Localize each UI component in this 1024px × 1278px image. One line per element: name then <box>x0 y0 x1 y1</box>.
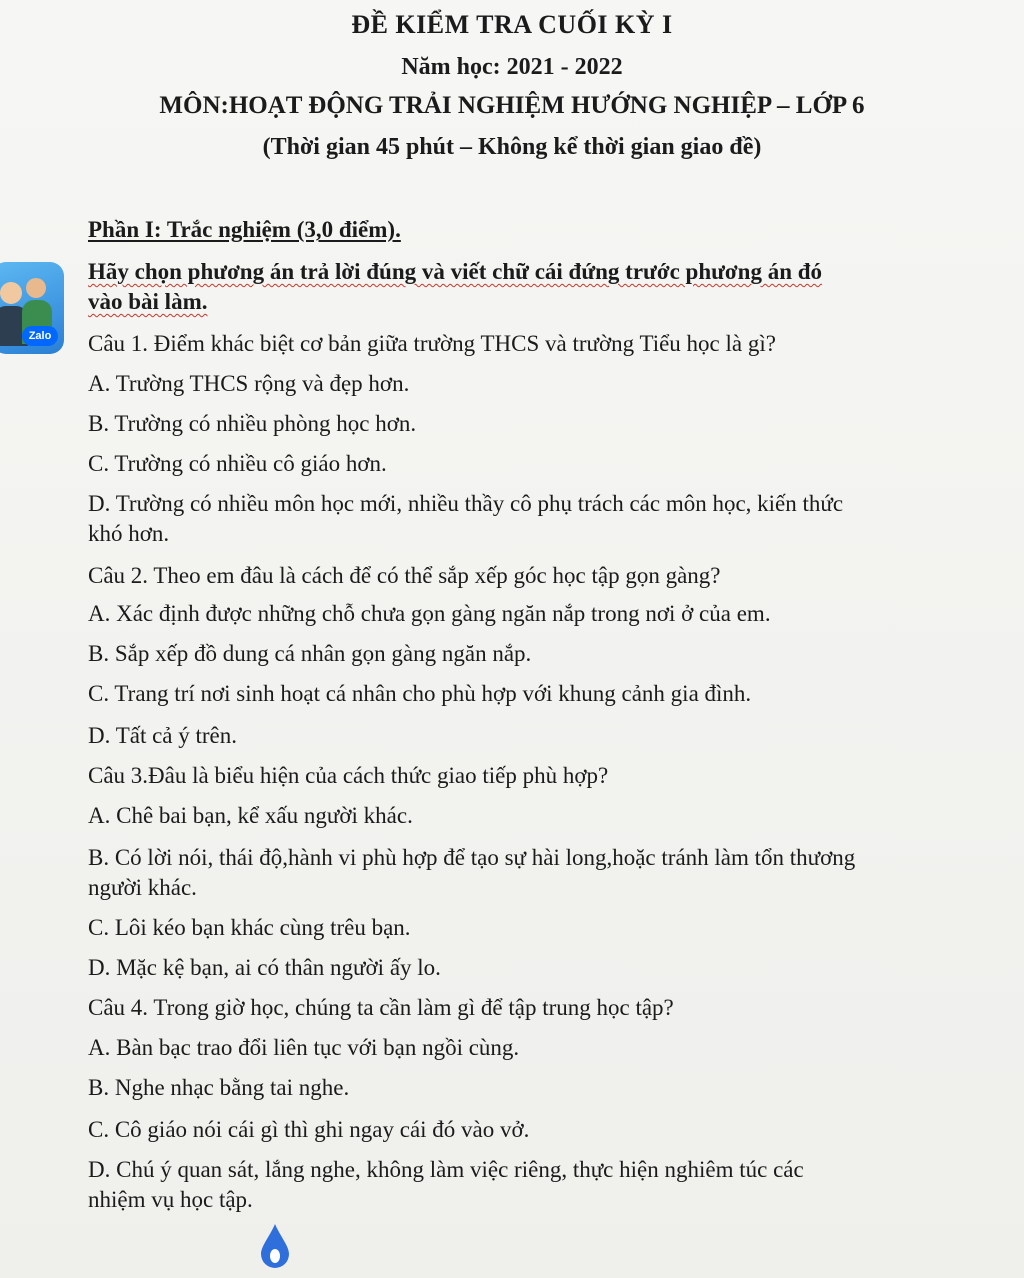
q4-option-b: B. Nghe nhạc bằng tai nghe. <box>88 1075 350 1100</box>
q3-option-b-line1: B. Có lời nói, thái độ,hành vi phù hợp để tạo sự hài long,hoặc tránh làm tổn thương <box>88 845 856 870</box>
zalo-badge: Zalo <box>22 326 58 346</box>
q4-option-d-line2: nhiệm vụ học tập. <box>88 1187 253 1212</box>
question-2: Câu 2. Theo em đâu là cách để có thể sắp xếp góc học tập gọn gàng? <box>88 563 721 588</box>
section-title: Phần I: Trắc nghiệm (3,0 điểm). <box>88 217 401 242</box>
q4-option-d-line1: D. Chú ý quan sát, lắng nghe, không làm việc riêng, thực hiện nghiêm túc các <box>88 1157 804 1182</box>
water-drop-icon[interactable] <box>258 1222 292 1270</box>
zalo-app-icon[interactable] <box>0 262 64 354</box>
person-head-icon <box>26 278 46 298</box>
q4-option-a: A. Bàn bạc trao đổi liên tục với bạn ngồi cùng. <box>88 1035 520 1060</box>
q1-option-d-line2: khó hơn. <box>88 521 170 546</box>
instruction-line-2: vào bài làm. <box>88 289 208 314</box>
person-head-icon <box>0 282 22 304</box>
exam-title: ĐỀ KIỂM TRA CUỐI KỲ I <box>351 10 673 39</box>
subject-line: MÔN:HOẠT ĐỘNG TRẢI NGHIỆM HƯỚNG NGHIỆP – LỚP 6 <box>159 92 865 119</box>
question-4: Câu 4. Trong giờ học, chúng ta cần làm gì để tập trung học tập? <box>88 995 674 1020</box>
q3-option-b-line2: người khác. <box>88 875 197 900</box>
school-year: Năm học: 2021 - 2022 <box>401 54 623 80</box>
q3-option-d: D. Mặc kệ bạn, ai có thân người ấy lo. <box>88 955 441 980</box>
q4-option-c: C. Cô giáo nói cái gì thì ghi ngay cái đó vào vở. <box>88 1117 530 1142</box>
q2-option-a: A. Xác định được những chỗ chưa gọn gàng ngăn nắp trong nơi ở của em. <box>88 601 771 626</box>
q3-option-c: C. Lôi kéo bạn khác cùng trêu bạn. <box>88 915 411 940</box>
q1-option-b: B. Trường có nhiều phòng học hơn. <box>88 411 417 436</box>
time-line: (Thời gian 45 phút – Không kể thời gian giao đề) <box>262 134 762 160</box>
q2-option-c: C. Trang trí nơi sinh hoạt cá nhân cho phù hợp với khung cảnh gia đình. <box>88 681 752 706</box>
q2-option-d: D. Tất cả ý trên. <box>88 723 238 748</box>
q1-option-c: C. Trường có nhiều cô giáo hơn. <box>88 451 387 476</box>
question-3: Câu 3.Đâu là biểu hiện của cách thức giao tiếp phù hợp? <box>88 763 609 788</box>
q1-option-d-line1: D. Trường có nhiều môn học mới, nhiều thầy cô phụ trách các môn học, kiến thức <box>88 491 844 516</box>
q3-option-a: A. Chê bai bạn, kể xấu người khác. <box>88 803 413 828</box>
instruction-line-1: Hãy chọn phương án trả lời đúng và viết chữ cái đứng trước phương án đó <box>88 259 823 284</box>
q1-option-a: A. Trường THCS rộng và đẹp hơn. <box>88 371 410 396</box>
q2-option-b: B. Sắp xếp đồ dung cá nhân gọn gàng ngăn nắp. <box>88 641 532 666</box>
question-1: Câu 1. Điểm khác biệt cơ bản giữa trường THCS và trường Tiểu học là gì? <box>88 331 776 356</box>
